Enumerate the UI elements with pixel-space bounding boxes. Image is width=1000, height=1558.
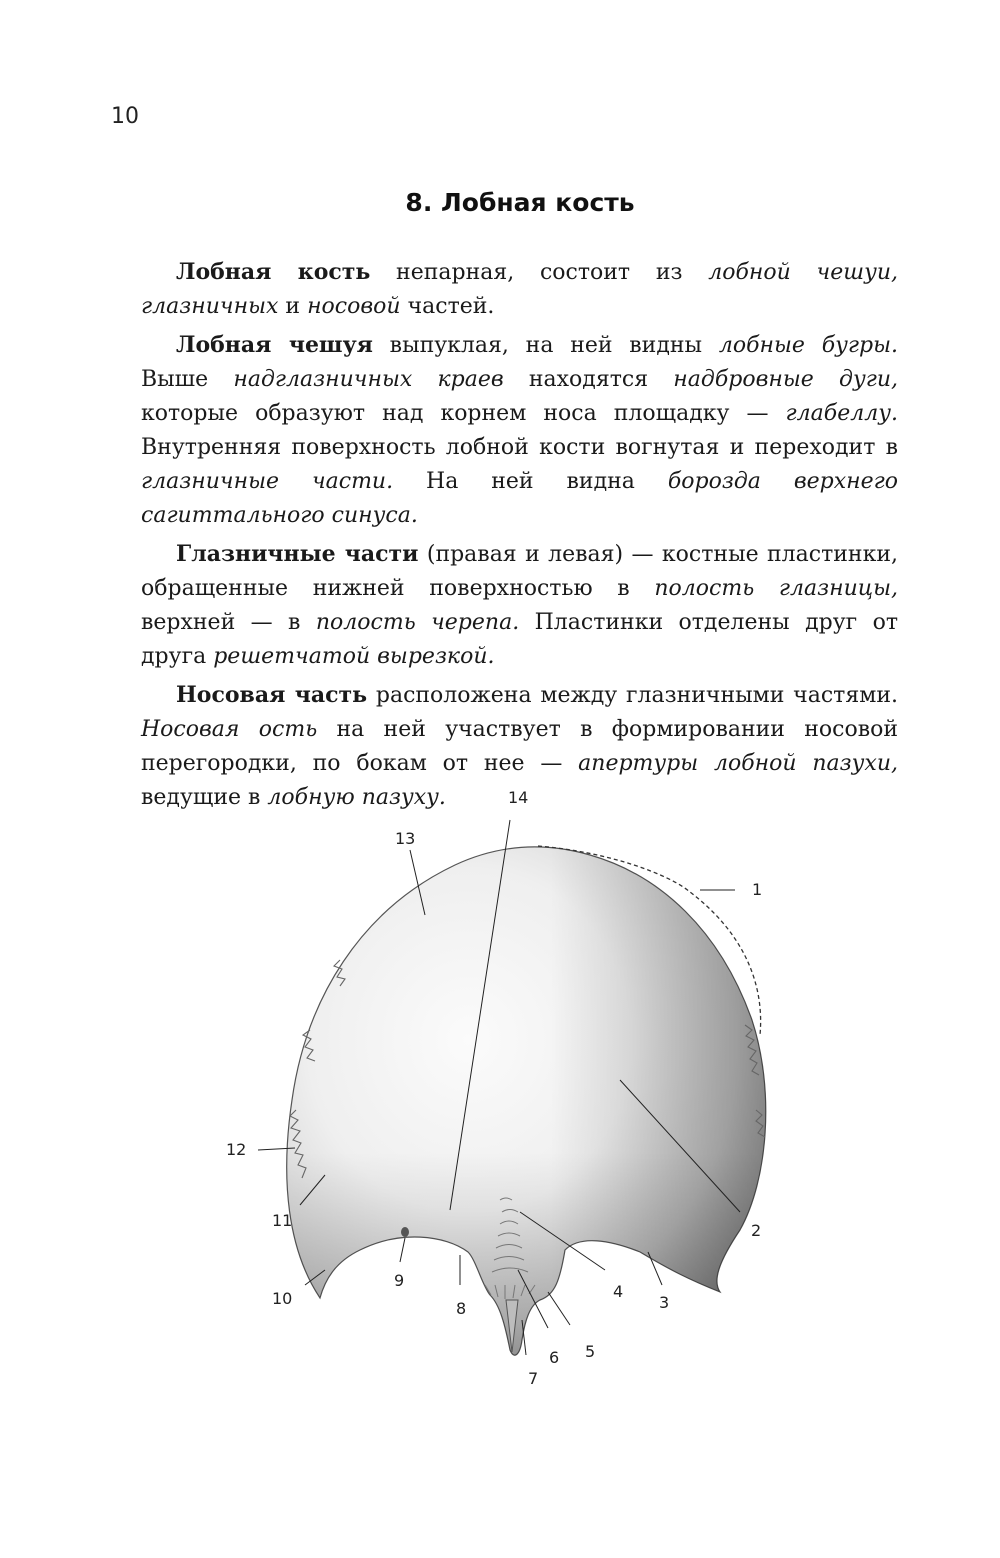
italic-term: лобную пазуху. (267, 785, 446, 810)
italic-term: надбровные дуги, (673, 367, 898, 392)
label-1: 1 (752, 880, 763, 899)
term: Глазничные части (176, 541, 419, 567)
label-14: 14 (508, 788, 529, 807)
text: Выше (141, 367, 234, 392)
text: которые образуют над корнем носа площадку — (141, 401, 786, 426)
frontal-bone-figure (200, 780, 800, 1420)
text: расположена между глазничными частями. (367, 683, 898, 708)
section-title: 8. Лобная кость (405, 188, 635, 217)
bone-base-shading (287, 847, 766, 1355)
leader-9 (400, 1238, 405, 1262)
italic-term: борозда верхнего сагиттального синуса. (141, 469, 899, 528)
label-6: 6 (549, 1348, 560, 1367)
body-text (141, 255, 898, 819)
label-13: 13 (395, 829, 416, 848)
italic-term: носовой (307, 294, 401, 319)
italic-term: глазничные части. (141, 469, 394, 494)
italic-term: апертуры лобной пазухи, (578, 751, 898, 776)
italic-term: решетчатой вырезкой. (213, 644, 495, 669)
label-8: 8 (456, 1299, 467, 1318)
leader-5 (548, 1292, 570, 1325)
text: Пластинки отделены друг от друга (141, 610, 898, 669)
paragraph-3 (141, 537, 898, 674)
italic-term: полость глазницы, (654, 576, 899, 601)
text: непарная, состоит из (370, 260, 709, 285)
italic-term: глабеллу. (785, 401, 898, 426)
italic-term: лобной чешуи, глазничных (141, 260, 898, 319)
label-5: 5 (585, 1342, 596, 1361)
supraorbital-foramen (401, 1227, 409, 1237)
italic-term: Носовая ость (141, 717, 318, 742)
label-11: 11 (272, 1211, 293, 1230)
text: Внутренняя поверхность лобной кости вогнутая и переходит в (141, 435, 898, 460)
label-10: 10 (272, 1289, 293, 1308)
label-4: 4 (613, 1282, 624, 1301)
text: частей. (400, 294, 495, 319)
page-number: 10 (111, 104, 139, 129)
text: (правая и левая) — костные пластинки, обращенные нижней поверхностью в (141, 542, 898, 601)
text: верхней — в (141, 610, 316, 635)
label-2: 2 (751, 1221, 762, 1240)
text: находятся (503, 367, 674, 392)
text: и (278, 294, 308, 319)
text: на ней участвует в формировании носовой перегородки, по бокам от нее — (141, 717, 898, 776)
term: Лобная чешуя (176, 332, 373, 358)
label-7: 7 (528, 1369, 539, 1388)
label-12: 12 (226, 1140, 247, 1159)
text: выпуклая, на ней видны (372, 333, 719, 358)
paragraph-2 (141, 328, 898, 533)
text: На ней видна (393, 469, 668, 494)
italic-term: надглазничных краев (233, 367, 504, 392)
label-9: 9 (394, 1271, 405, 1290)
text: ведущие в (141, 785, 268, 810)
term: Носовая часть (176, 682, 368, 708)
italic-term: лобные бугры. (718, 333, 898, 358)
frontal-bone-illustration (200, 780, 800, 1420)
italic-term: полость черепа. (315, 610, 520, 635)
paragraph-1 (141, 255, 898, 324)
label-3: 3 (659, 1293, 670, 1312)
term: Лобная кость (176, 259, 371, 285)
